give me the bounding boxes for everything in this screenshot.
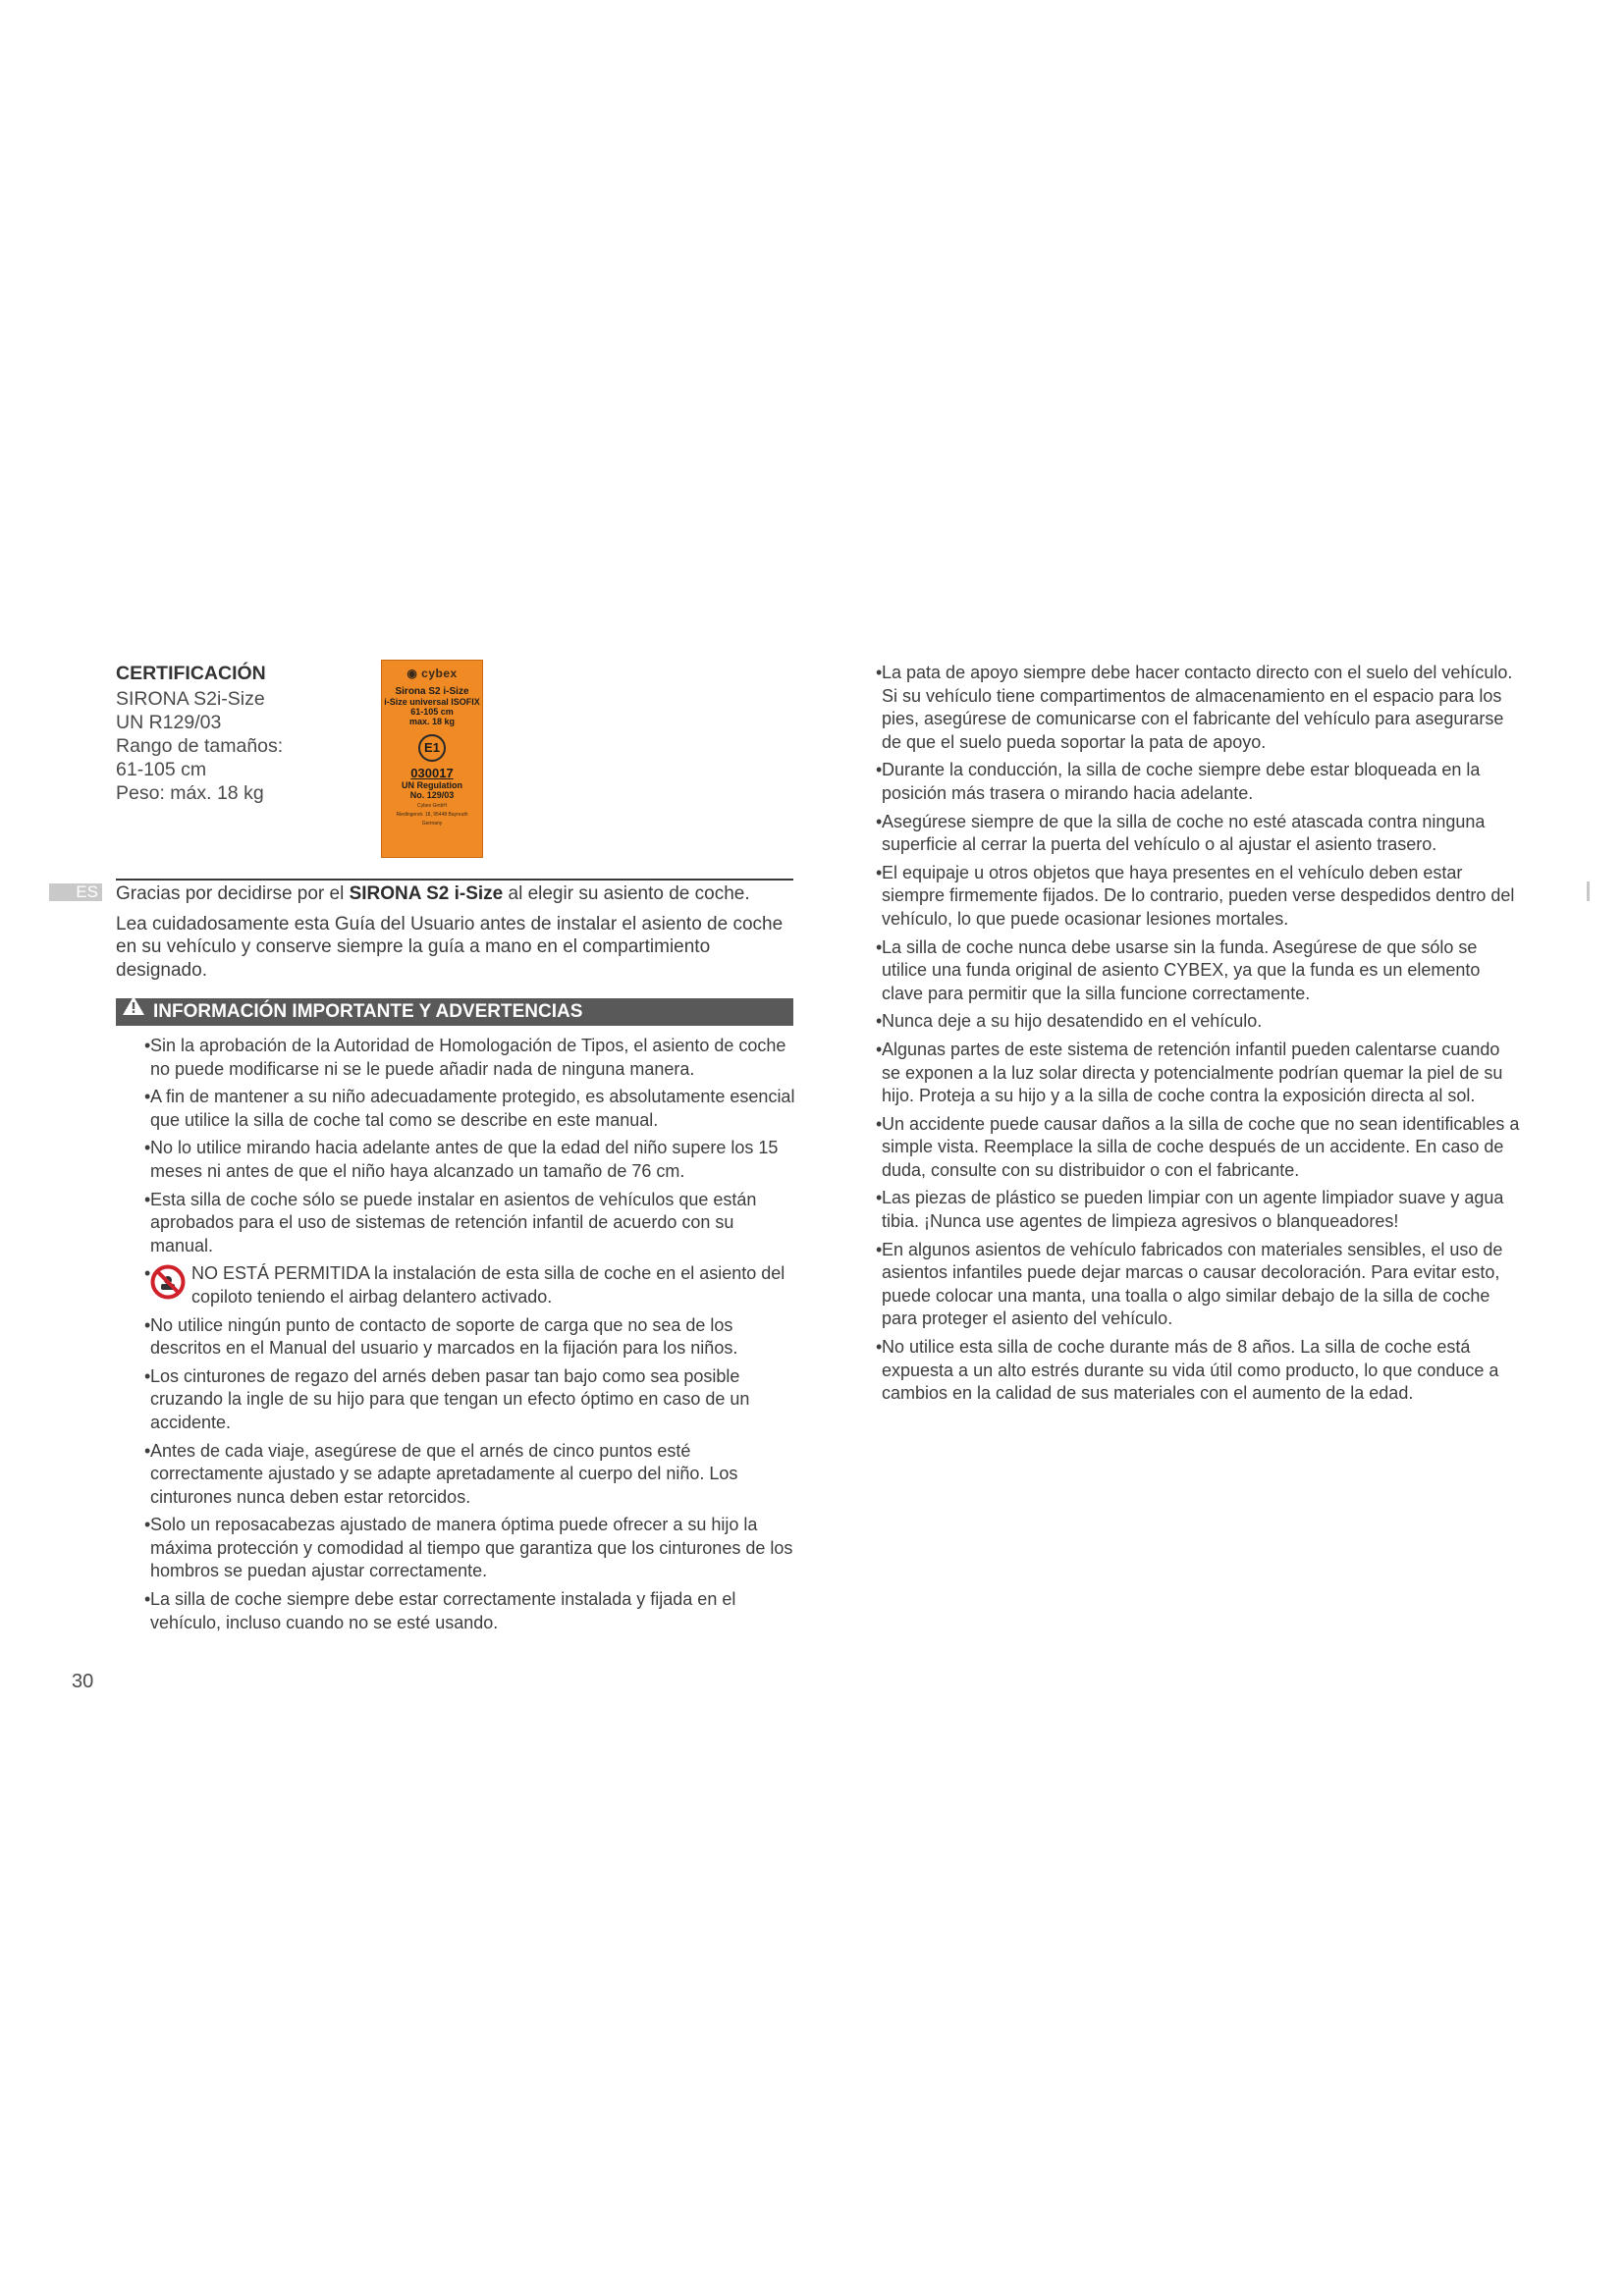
list-item: • Durante la conducción, la silla de coche siempre debe estar bloqueada en la posición más trasera o mirando hacia adelante. bbox=[876, 760, 1481, 803]
label-spec: max. 18 kg bbox=[408, 717, 456, 726]
list-item: • Los cinturones de regazo del arnés deben pasar tan bajo como sea posible cruzando la ingle de su hijo para que tengan un efecto óptimo en caso de un accidente. bbox=[144, 1365, 750, 1432]
label-model: Sirona S2 i-Size bbox=[395, 686, 469, 697]
label-spec: i-Size universal ISOFIX bbox=[384, 697, 480, 707]
page-edge-marker bbox=[1587, 881, 1590, 901]
list-item: • Esta silla de coche sólo se puede instalar en asientos de vehículos que están aprobados para el uso de sistemas de retención infantil de acuerdo con su manual. bbox=[144, 1189, 757, 1255]
manufacturer-line: Riedingerstr. 18, 95448 Bayreuth bbox=[396, 812, 468, 818]
warning-header bbox=[116, 998, 793, 1026]
approval-number: 030017 bbox=[410, 766, 454, 780]
page-number: 30 bbox=[72, 1671, 94, 1692]
warnings-list-left bbox=[144, 1035, 798, 1639]
intro-lead: Gracias por decidirse por el SIRONA S2 i-Size al elegir su asiento de coche. bbox=[116, 883, 750, 904]
intro-section bbox=[116, 882, 803, 988]
list-item: • La pata de apoyo siempre debe hacer contacto directo con el suelo del vehículo. Si su vehículo tiene compartimentos de almacenamiento en el espacio para los pies, asegúrese de comunicarse con el fabricante del vehículo para asegurarse de que el suelo pueda soportar la pata de apoyo. bbox=[876, 663, 1513, 752]
list-item: • Asegúrese siempre de que la silla de coche no esté atascada contra ninguna superficie al cerrar la puerta del vehículo o al ajustar el asiento trasero. bbox=[876, 811, 1486, 855]
list-item: • A fin de mantener a su niño adecuadamente protegido, es absolutamente esencial que utilice la silla de coche tal como se describe en este manual. bbox=[144, 1087, 795, 1130]
no-airbag-icon bbox=[150, 1264, 186, 1307]
list-item: • Algunas partes de este sistema de retención infantil pueden calentarse cuando se exponen a la luz solar directa y potencialmente podrían quemar la piel de su hijo. Proteja a su hijo y a la silla de coche contra la exposición directa al sol. bbox=[876, 1039, 1503, 1106]
certification-heading: CERTIFICACIÓN bbox=[116, 663, 266, 684]
certification-line: SIRONA S2i-Size bbox=[116, 688, 265, 710]
product-name: SIRONA S2 i-Size bbox=[349, 883, 504, 904]
list-item: • Las piezas de plástico se pueden limpiar con un agente limpiador suave y agua tibia. ¡Nunca use agentes de limpieza agresivos o blanqueadores! bbox=[876, 1188, 1504, 1232]
warning-triangle-icon bbox=[122, 995, 145, 1025]
list-item: • Solo un reposacabezas ajustado de manera óptima puede ofrecer a su hijo la máxima protección y comodidad al tiempo que garantiza que los cinturones de los hombros se puedan ajustar correctamente. bbox=[144, 1515, 793, 1581]
list-item: • En algunos asientos de vehículo fabricados con materiales sensibles, el uso de asientos infantiles puede dejar marcas o causar decoloración. Para evitar esto, puede colocar una manta, una toalla o algo similar debajo de la silla de coche para proteger el asiento del vehículo. bbox=[876, 1239, 1503, 1329]
list-item-airbag: • NO ESTÁ PERMITIDA la instalación de esta silla de coche en el asiento del copiloto teniendo el airbag delantero activado. bbox=[144, 1263, 785, 1307]
e-mark-icon: E1 bbox=[418, 734, 446, 762]
brand-logo: ◉ cybex bbox=[406, 667, 458, 680]
list-item: • No utilice ningún punto de contacto de soporte de carga que no sea de los descritos en el Manual del usuario y marcados en la fijación para los niños. bbox=[144, 1314, 738, 1359]
approval-label bbox=[381, 660, 483, 858]
manufacturer-line: Cybex GmbH bbox=[416, 803, 447, 809]
intro-paragraph: Lea cuidadosamente esta Guía del Usuario antes de instalar el asiento de coche en su vehículo y conserve siempre la guía a mano en el compartimiento designado. bbox=[116, 913, 784, 981]
warnings-list-right bbox=[876, 662, 1520, 1411]
certification-line: Peso: máx. 18 kg bbox=[116, 782, 264, 804]
list-item: • Un accidente puede causar daños a la silla de coche que no sean identificables a simple vista. Reemplace la silla de coche después de un accidente. En caso de duda, consulte con su distribuidor o con el fabricante. bbox=[876, 1113, 1520, 1180]
regulation-line: UN Regulation bbox=[402, 780, 462, 790]
warning-title: INFORMACIÓN IMPORTANTE Y ADVERTENCIAS bbox=[153, 1001, 583, 1022]
list-item: • Antes de cada viaje, asegúrese de que el arnés de cinco puntos esté correctamente ajustado y se adapte apretadamente al cuerpo del niño. Los cinturones nunca deben estar retorcidos. bbox=[144, 1440, 738, 1507]
regulation-line: No. 129/03 bbox=[409, 790, 455, 800]
certification-line: Rango de tamaños: bbox=[116, 735, 284, 757]
certification-block bbox=[116, 662, 342, 805]
manufacturer-line: Germany bbox=[421, 821, 443, 827]
certification-line: 61-105 cm bbox=[116, 759, 207, 780]
list-item: • Nunca deje a su hijo desatendido en el vehículo. bbox=[876, 1011, 1263, 1032]
list-item: • El equipaje u otros objetos que haya presentes en el vehículo deben estar siempre firmemente fijados. De lo contrario, pueden verse despedidos dentro del vehículo, lo que puede ocasionar lesiones mortales. bbox=[876, 862, 1515, 929]
brand-logo-icon: ◉ bbox=[406, 667, 418, 680]
certification-line: UN R129/03 bbox=[116, 712, 222, 733]
language-tag: ES bbox=[49, 883, 102, 901]
list-item: • No lo utilice mirando hacia adelante antes de que la edad del niño supere los 15 meses ni antes de que el niño haya alcanzado un tamaño de 76 cm. bbox=[144, 1138, 779, 1181]
section-divider bbox=[116, 879, 793, 881]
list-item: • No utilice esta silla de coche durante más de 8 años. La silla de coche está expuesta a un alto estrés durante su vida útil como producto, lo que conduce a cambios en la calidad de sus materiales con el aumento de la edad. bbox=[876, 1337, 1499, 1404]
list-item: • Sin la aprobación de la Autoridad de Homologación de Tipos, el asiento de coche no puede modificarse ni se le puede añadir nada de ninguna manera. bbox=[144, 1036, 786, 1079]
label-spec: 61-105 cm bbox=[410, 707, 454, 717]
list-item: • La silla de coche siempre debe estar correctamente instalada y fijada en el vehículo, incluso cuando no se esté usando. bbox=[144, 1589, 736, 1632]
list-item: • La silla de coche nunca debe usarse sin la funda. Asegúrese de que sólo se utilice una funda original de asiento CYBEX, ya que la funda es un elemento clave para permitir que la silla funcione correctamente. bbox=[876, 936, 1481, 1003]
